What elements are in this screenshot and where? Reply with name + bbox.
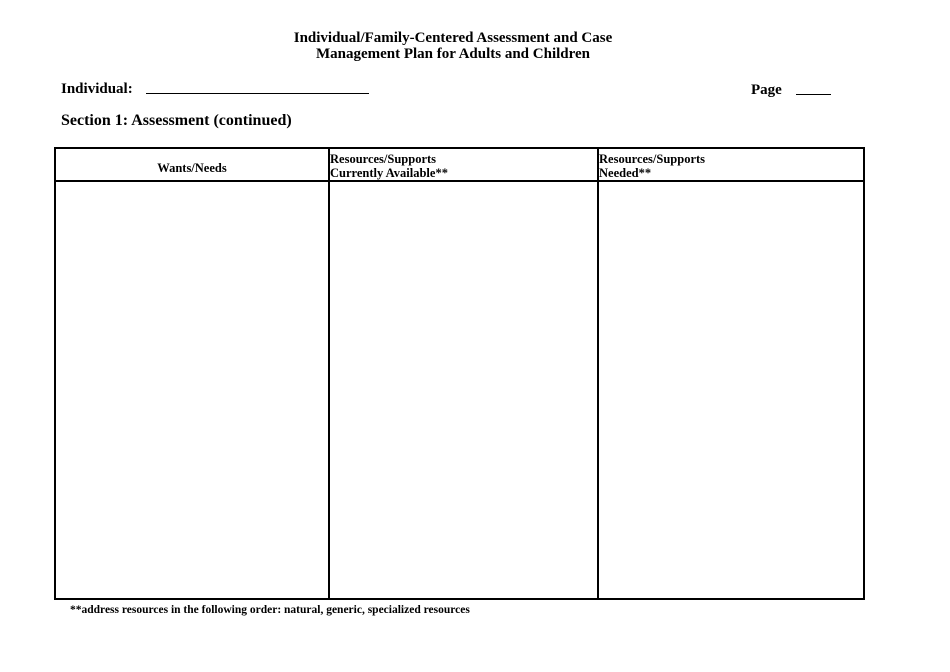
column-header-resources-available [330, 149, 597, 180]
column-header-label: Resources/Supports [330, 151, 437, 166]
footnote: **address resources in the following order: natural, generic, specialized resources [70, 604, 470, 616]
column-header-label: Needed** [599, 165, 652, 180]
wants-needs-cell[interactable] [56, 182, 328, 598]
column-header-wants-needs [56, 149, 328, 180]
assessment-table [54, 147, 865, 600]
column-header-label: Resources/Supports [599, 151, 706, 166]
individual-field[interactable] [146, 79, 369, 94]
resources-needed-cell[interactable] [599, 182, 863, 598]
section-heading: Section 1: Assessment (continued) [61, 112, 292, 129]
page-number-field[interactable] [796, 80, 831, 95]
column-header-resources-needed [599, 149, 863, 180]
individual-label: Individual: [61, 81, 133, 97]
column-header-label: Wants/Needs [157, 160, 227, 175]
form-title-line-2: Management Plan for Adults and Children [315, 46, 591, 62]
form-title-line-1: Individual/Family-Centered Assessment and Case [293, 30, 613, 46]
resources-available-cell[interactable] [330, 182, 597, 598]
column-header-label: Currently Available** [330, 165, 448, 180]
form-title [0, 30, 906, 62]
page-label: Page [751, 82, 782, 98]
